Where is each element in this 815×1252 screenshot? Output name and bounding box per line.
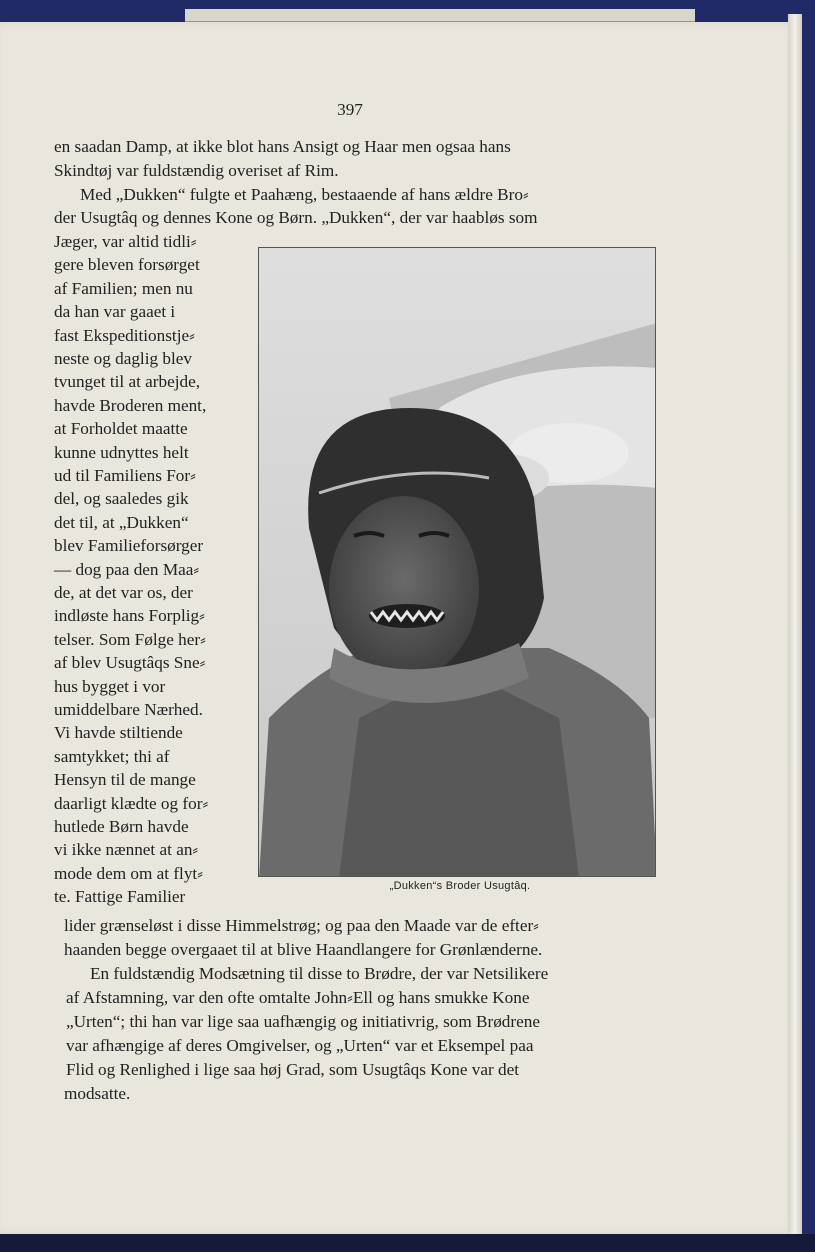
text-line: Vi havde stiltiende (54, 723, 183, 743)
text-line: del, og saaledes gik (54, 489, 189, 509)
book-top-edge (185, 9, 695, 22)
text-line: af Familien; men nu (54, 278, 193, 298)
page-number: 397 (337, 100, 363, 119)
text-line: modsatte. (64, 1084, 131, 1103)
text-line: at Forholdet maatte (54, 419, 188, 439)
text-line: var afhængige af deres Omgivelser, og „Urten“ var et Eksempel paa (66, 1036, 534, 1055)
photo-caption: „Dukken“s Broder Usugtâq. (389, 880, 531, 892)
text-line: daarligt klædte og for⸗ (54, 793, 209, 813)
text-line: Jæger, var altid tidli⸗ (54, 232, 197, 251)
text-line: Skindtøj var fuldstændig overiset af Rim. (54, 161, 339, 180)
text-line: Flid og Renlighed i lige saa høj Grad, som Usugtâqs Kone var det (66, 1060, 520, 1079)
text-line: telser. Som Følge her⸗ (54, 629, 206, 649)
text-line: kunne udnyttes helt (54, 442, 189, 462)
text-line: da han var gaaet i (54, 302, 176, 322)
text-line: af Afstamning, var den ofte omtalte John⸗Ell og hans smukke Kone (66, 988, 530, 1007)
text-line: lider grænseløst i disse Himmelstrøg; og paa den Maade var de efter⸗ (64, 916, 539, 935)
text-line: Hensyn til de mange (54, 770, 196, 790)
text-line: hus bygget i vor (54, 676, 166, 696)
text-line: haanden begge overgaaet til at blive Haandlangere for Grønlænderne. (64, 940, 543, 959)
text-line: Med „Dukken“ fulgte et Paahæng, bestaaende af hans ældre Bro⸗ (80, 185, 529, 204)
text-line: en saadan Damp, at ikke blot hans Ansigt og Haar men ogsaa hans (54, 137, 511, 156)
page-stack-edge (788, 14, 802, 1234)
text-line: samtykket; thi af (54, 746, 170, 766)
text-line: havde Broderen ment, (54, 395, 207, 415)
text-line: de, at det var os, der (54, 583, 193, 602)
text-line: indløste hans Forplig⸗ (54, 606, 205, 626)
text-line: vi ikke nænnet at an⸗ (54, 840, 199, 860)
text-line: tvunget til at arbejde, (54, 372, 201, 392)
text-line: umiddelbare Nærhed. (54, 700, 203, 719)
text-line: neste og daglig blev (54, 349, 192, 368)
text-line: af blev Usugtâqs Sne⸗ (54, 653, 206, 673)
text-line: „Urten“; thi han var lige saa uafhængig og initiativrig, som Brødrene (66, 1012, 540, 1031)
text-line: mode dem om at flyt⸗ (54, 863, 203, 883)
text-line: En fuldstændig Modsætning til disse to Brødre, der var Netsilikere (90, 964, 549, 983)
text-line: blev Familieforsørger (54, 536, 204, 556)
text-line: der Usugtâq og dennes Kone og Børn. „Dukken“, der var haabløs som (54, 208, 538, 227)
text-line: hutlede Børn havde (54, 817, 189, 836)
text-line: te. Fattige Familier (54, 887, 186, 907)
text-line: ud til Familiens For⸗ (54, 466, 196, 485)
table-surface (0, 1234, 815, 1252)
text-line: gere bleven forsørget (54, 255, 200, 275)
text-line: — dog paa den Maa⸗ (54, 559, 200, 579)
text-line: det til, at „Dukken“ (54, 512, 189, 532)
text-line: fast Ekspeditionstje⸗ (54, 325, 195, 345)
portrait-photo (258, 247, 656, 877)
